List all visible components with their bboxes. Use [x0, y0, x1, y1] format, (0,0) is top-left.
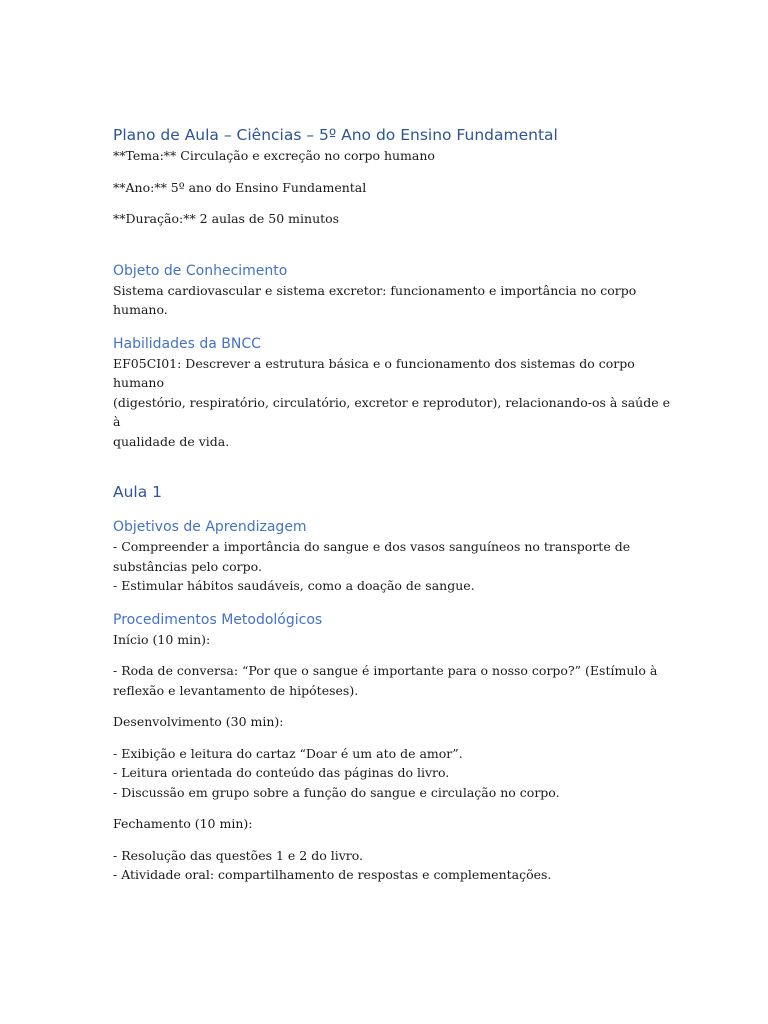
objetivos-heading: Objetivos de Aprendizagem	[113, 519, 307, 535]
document-page	[113, 124, 673, 885]
inicio-list	[113, 661, 673, 700]
list-item: - Compreender a importância do sangue e dos vasos sanguíneos no transporte de	[113, 539, 631, 554]
habilidades-heading: Habilidades da BNCC	[113, 335, 261, 352]
list-item: - Estimular hábitos saudáveis, como a doação de sangue.	[113, 578, 475, 593]
list-item: substâncias pelo corpo.	[113, 558, 262, 574]
duracao-line: **Duração:** 2 aulas de 50 minutos	[113, 211, 340, 226]
fechamento-label: Fechamento (10 min):	[113, 816, 253, 831]
desenvolvimento-list	[113, 744, 673, 803]
list-item: reflexão e levantamento de hipóteses).	[113, 682, 359, 698]
objeto-heading: Objeto de Conhecimento	[113, 262, 288, 279]
habilidades-text	[113, 354, 673, 452]
list-item: - Roda de conversa: “Por que o sangue é importante para o nosso corpo?” (Estímulo à	[113, 663, 658, 678]
fechamento-list	[113, 846, 673, 885]
aula1-heading: Aula 1	[113, 483, 163, 501]
list-item: - Exibição e leitura do cartaz “Doar é um ato de amor”.	[113, 745, 463, 761]
document-title: Plano de Aula – Ciências – 5º Ano do Ensino Fundamental	[113, 126, 558, 144]
desenvolvimento-label: Desenvolvimento (30 min):	[113, 714, 284, 729]
habilidades-line: EF05CI01: Descrever a estrutura básica e o funcionamento dos sistemas do corpo humano	[113, 355, 635, 390]
procedimentos-heading: Procedimentos Metodológicos	[113, 611, 323, 628]
habilidades-line: (digestório, respiratório, circulatório, excretor e reprodutor), relacionando-os à saúde e à	[113, 394, 671, 429]
objeto-text: Sistema cardiovascular e sistema excretor: funcionamento e importância no corpo humano.	[113, 282, 637, 317]
list-item: - Leitura orientada do conteúdo das páginas do livro.	[113, 765, 450, 780]
habilidades-line: qualidade de vida.	[113, 433, 230, 449]
list-item: - Discussão em grupo sobre a função do sangue e circulação no corpo.	[113, 784, 560, 800]
ano-line: **Ano:** 5º ano do Ensino Fundamental	[113, 179, 367, 195]
tema-line: **Tema:** Circulação e excreção no corpo humano	[113, 148, 435, 163]
list-item: - Atividade oral: compartilhamento de respostas e complementações.	[113, 867, 552, 882]
objetivos-list	[113, 537, 673, 596]
list-item: - Resolução das questões 1 e 2 do livro.	[113, 847, 364, 863]
inicio-label: Início (10 min):	[113, 631, 211, 647]
